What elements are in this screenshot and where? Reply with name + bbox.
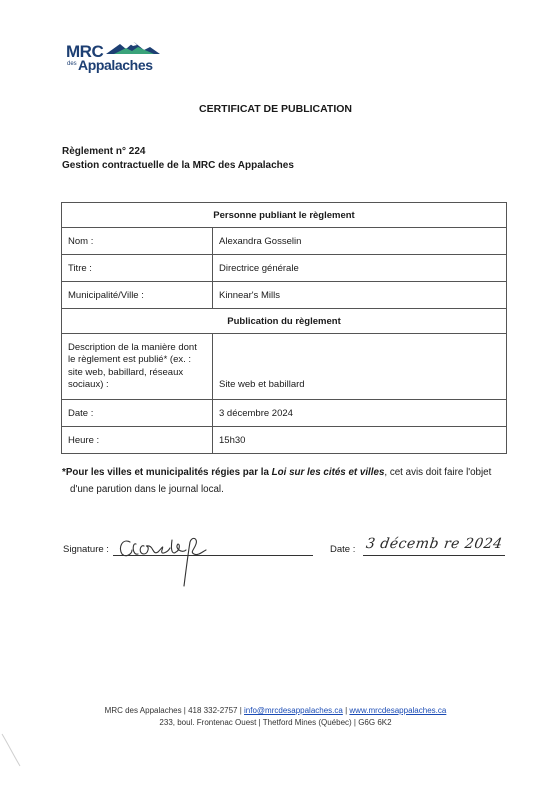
handwritten-date: 3 décemb re 2024 — [364, 536, 504, 552]
reglement-header — [62, 145, 294, 173]
mrc-logo — [66, 40, 156, 78]
footnote-line-2: d'une parution dans le journal local. — [70, 484, 224, 495]
date-line — [363, 555, 505, 556]
footer-sep: | — [342, 706, 350, 715]
municipalite-label: Municipalité/Ville : — [62, 282, 213, 309]
logo-mrc-text: MRC — [66, 42, 104, 61]
footnote-line-1 — [62, 464, 512, 481]
handwritten-signature — [114, 530, 224, 590]
heure-value: 15h30 — [213, 427, 507, 454]
municipalite-value: Kinnear's Mills — [213, 282, 507, 309]
footnote-rest: , cet avis doit faire l'objet — [384, 467, 492, 478]
footnote — [62, 464, 512, 498]
date-value: 3 décembre 2024 — [213, 400, 507, 427]
logo-des-text: des — [67, 61, 77, 67]
logo-appalaches-text: Appalaches — [78, 57, 153, 73]
publication-table — [61, 202, 507, 454]
document-title: CERTIFICAT DE PUBLICATION — [198, 103, 353, 115]
footnote-lead: Pour les villes et municipalités régies par la — [65, 467, 269, 478]
footer-contact — [0, 705, 551, 717]
signature-label: Signature : — [63, 544, 109, 555]
description-value: Site web et babillard — [213, 334, 507, 400]
description-label: Description de la manière dont le règlement est publié* (ex. : site web, babillard, réseaux sociaux) : — [62, 334, 213, 400]
footnote-star: * — [62, 467, 66, 478]
mountain-logo-icon — [104, 40, 162, 56]
scan-corner-mark — [0, 730, 24, 770]
reglement-number: Règlement n° 224 — [62, 146, 146, 157]
footer — [0, 705, 551, 729]
heure-label: Heure : — [62, 427, 213, 454]
footer-website-link[interactable]: www.mrcdesappalaches.ca — [349, 706, 447, 715]
signature-line — [113, 555, 313, 556]
date-label: Date : — [62, 400, 213, 427]
footer-email-link[interactable]: info@mrcdesappalaches.ca — [244, 706, 343, 715]
signature-date-label: Date : — [330, 544, 356, 555]
reglement-name: Gestion contractuelle de la MRC des Appalaches — [62, 160, 294, 171]
section-publication-header: Publication du règlement — [62, 309, 507, 334]
footer-address: 233, boul. Frontenac Ouest | Thetford Mines (Québec) | G6G 6K2 — [159, 718, 392, 727]
section-personne-header: Personne publiant le règlement — [62, 203, 507, 228]
nom-value: Alexandra Gosselin — [213, 228, 507, 255]
titre-value: Directrice générale — [213, 255, 507, 282]
footnote-law: Loi sur les cités et villes — [271, 467, 385, 478]
footer-org: MRC des Appalaches | 418 332-2757 | — [104, 706, 245, 715]
titre-label: Titre : — [62, 255, 213, 282]
nom-label: Nom : — [62, 228, 213, 255]
